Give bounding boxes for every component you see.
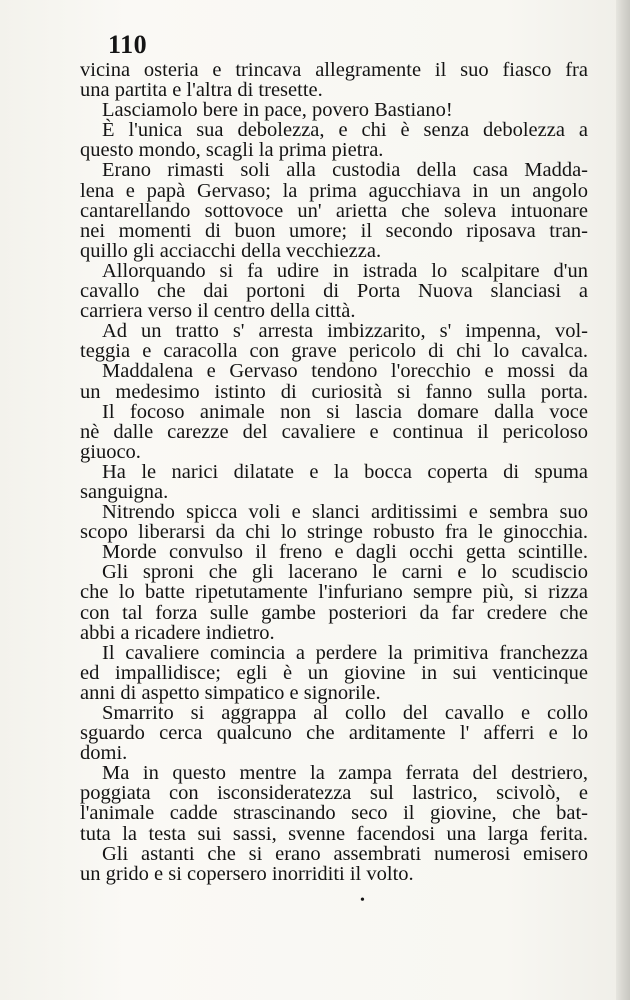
text-line: Gli sproni che gli lacerano le carni e lo scudiscio (102, 561, 588, 584)
text-line: ed impallidisce; egli è un giovine in sui venticinque (80, 661, 588, 684)
text-line: Ha le narici dilatate e la bocca coperta di spuma (102, 460, 588, 483)
text-line: Ma in questo mentre la zampa ferrata del destriero, (102, 762, 588, 785)
text-line: Lasciamolo bere in pace, povero Bastiano! (102, 99, 453, 122)
text-line: Allorquando si fa udire in istrada lo scalpitare d'un (102, 259, 588, 282)
text-line: sguardo cerca qualcuno che arditamente l' afferri e lo (80, 722, 588, 745)
text-line: carriera verso il centro della città. (80, 300, 356, 323)
text-line: Erano rimasti soli alla custodia della casa Madda- (102, 159, 588, 182)
text-line: cavallo che dai portoni di Porta Nuova slanciasi a (80, 280, 588, 303)
text-line: Smarrito si aggrappa al collo del cavallo e collo (102, 702, 588, 724)
text-line: Nitrendo spicca voli e slanci arditissimi e sembra suo (102, 501, 588, 524)
text-line: lena e papà Gervaso; la prima agucchiava in un angolo (80, 179, 588, 202)
text-line: giuoco. (80, 440, 141, 463)
page-edge-shadow (616, 0, 630, 1000)
text-line: Il cavaliere comincia a perdere la primitiva franchezza (102, 641, 588, 664)
text-line: Il focoso animale non si lascia domare dalla voce (102, 400, 588, 423)
text-line: vicina osteria e trincava allegramente il suo fiasco fra (80, 59, 588, 81)
text-line: Gli astanti che si erano assembrati numerosi emisero (102, 842, 588, 865)
text-line: quillo gli acciacchi della vecchiezza. (80, 239, 382, 262)
body-text (80, 60, 588, 884)
page-number: 110 (108, 30, 148, 59)
text-line: abbi a ricadere indietro. (80, 621, 275, 644)
text-line: Maddalena e Gervaso tendono l'orecchio e mossi da (102, 360, 588, 383)
text-line: nè dalle carezze del cavaliere e continua il pericoloso (80, 420, 588, 443)
text-line: domi. (80, 742, 128, 765)
text-line: cantarellando sottovoce un' arietta che soleva intuonare (80, 199, 588, 222)
text-line: una partita e l'altra di tresette. (80, 79, 323, 102)
text-line: con tal forza sulle gambe posteriori da far credere che (80, 601, 588, 624)
text-line: tuta la testa sui sassi, svenne facendosi una larga ferita. (80, 822, 588, 845)
text-line: teggia e caracolla con grave pericolo di chi lo cavalca. (80, 340, 588, 363)
text-line: Ad un tratto s' arresta imbizzarito, s' impenna, vol- (102, 320, 588, 343)
text-line: scopo liberarsi da chi lo stringe robusto fra le ginocchia. (80, 521, 588, 544)
text-line: un medesimo istinto di curiosità si fanno sulla porta. (80, 380, 588, 403)
text-line: nei momenti di buon umore; il secondo riposava tran- (80, 219, 588, 242)
text-line: Morde convulso il freno e dagli occhi getta scintille. (102, 541, 588, 564)
text-line: che lo batte ripetutamente l'infuriano sempre più, si rizza (80, 581, 588, 604)
text-line: questo mondo, scagli la prima pietra. (80, 139, 384, 162)
text-line: sanguigna. (80, 480, 169, 503)
printer-mark: • (360, 893, 365, 908)
text-line: È l'unica sua debolezza, e chi è senza debolezza a (102, 119, 588, 142)
text-line: l'animale cadde strascinando seco il giovine, che bat- (80, 802, 588, 825)
text-line: poggiata con isconsideratezza sul lastrico, scivolò, e (80, 782, 588, 805)
text-line: un grido e si copersero inorriditi il volto. (80, 862, 414, 885)
text-line: anni di aspetto simpatico e signorile. (80, 681, 381, 704)
